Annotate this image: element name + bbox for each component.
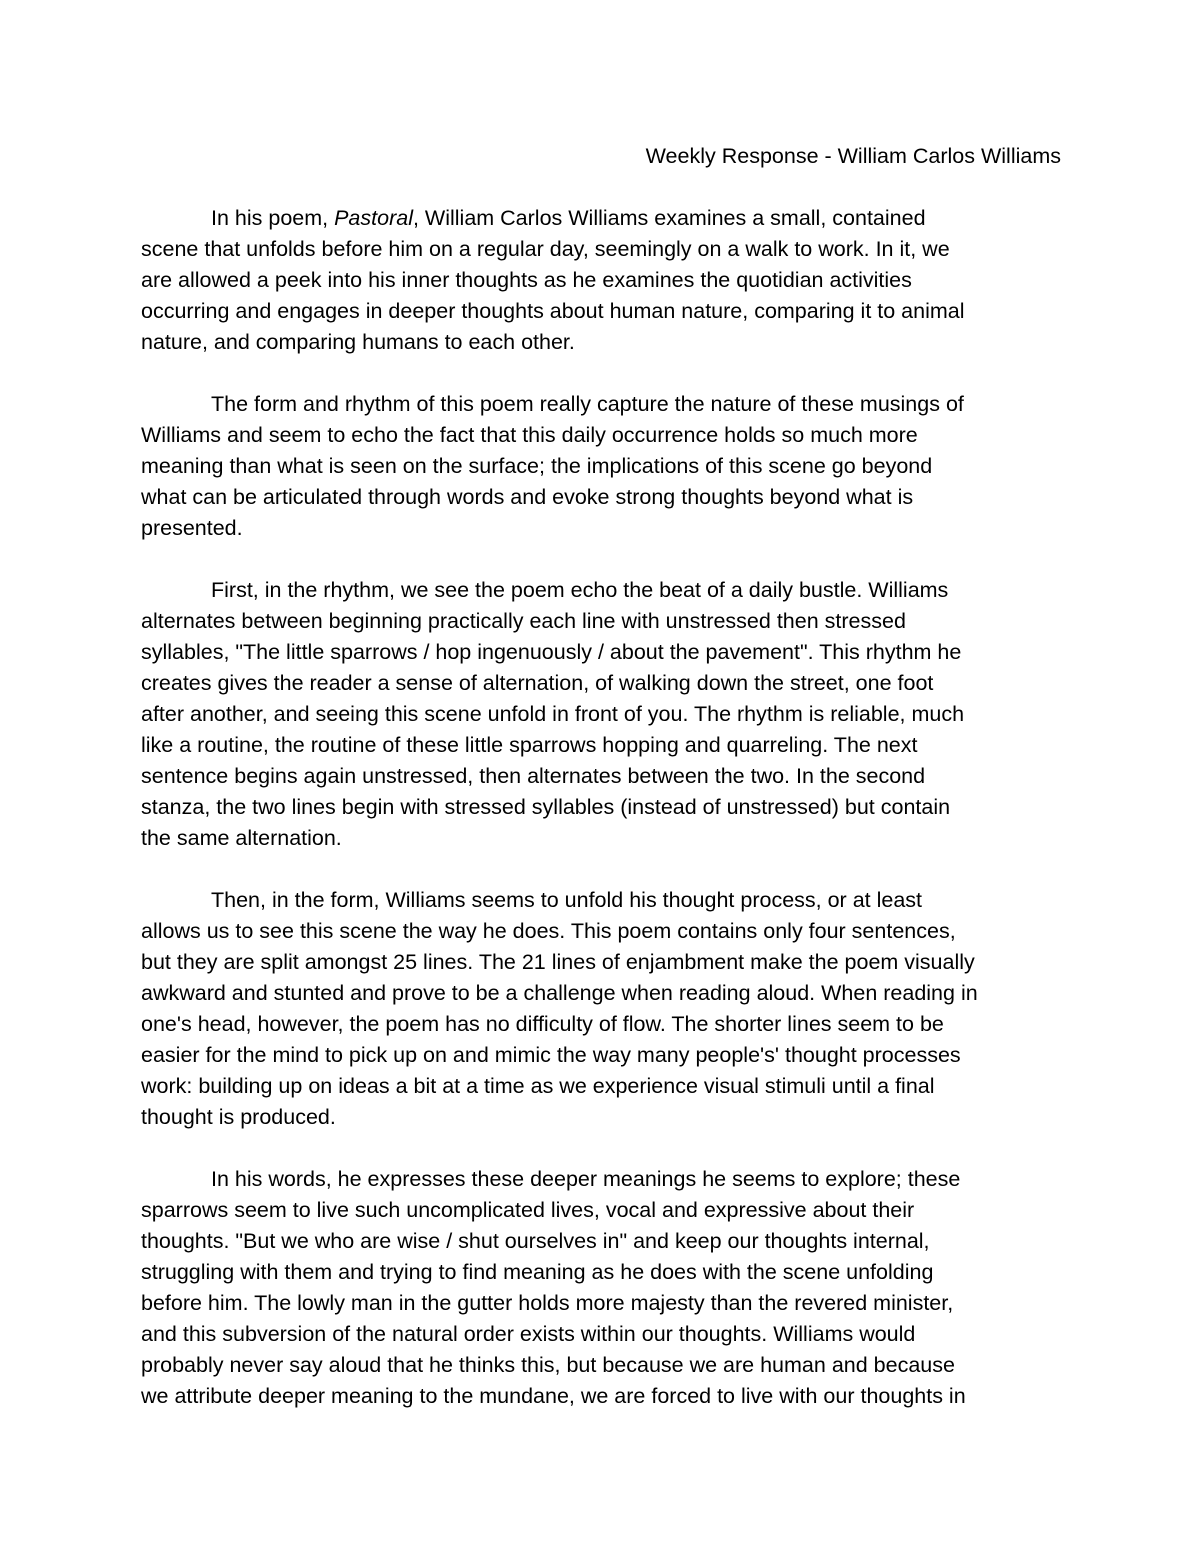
text-line: thought is produced. [141, 1105, 336, 1129]
text-line: First, in the rhythm, we see the poem echo the beat of a daily bustle. Williams [211, 578, 949, 602]
text-line: occurring and engages in deeper thoughts about human nature, comparing it to animal [141, 299, 965, 323]
text-line: scene that unfolds before him on a regular day, seemingly on a walk to work. In it, we [141, 237, 950, 261]
text-line: creates gives the reader a sense of alternation, of walking down the street, one foot [141, 671, 934, 695]
text-line: like a routine, the routine of these little sparrows hopping and quarreling. The next [141, 733, 918, 757]
text-line: awkward and stunted and prove to be a challenge when reading aloud. When reading in [141, 981, 978, 1005]
text-line: Williams and seem to echo the fact that this daily occurrence holds so much more [141, 423, 918, 447]
text-line: but they are split amongst 25 lines. The 21 lines of enjambment make the poem visually [141, 950, 975, 974]
text-line: The form and rhythm of this poem really capture the nature of these musings of [211, 392, 964, 416]
text-line: are allowed a peek into his inner thoughts as he examines the quotidian activities [141, 268, 912, 292]
text-line: probably never say aloud that he thinks this, but because we are human and because [141, 1353, 955, 1377]
text-line [141, 203, 1061, 234]
paragraph-4 [141, 885, 1061, 1133]
text-line: In his words, he expresses these deeper meanings he seems to explore; these [211, 1167, 961, 1191]
text-line: sparrows seem to live such uncomplicated lives, vocal and expressive about their [141, 1198, 915, 1222]
text-line: after another, and seeing this scene unfold in front of you. The rhythm is reliable, much [141, 702, 965, 726]
paragraphs-container [141, 203, 1061, 1412]
text-line: and this subversion of the natural order exists within our thoughts. Williams would [141, 1322, 916, 1346]
text-line: nature, and comparing humans to each other. [141, 330, 575, 354]
document-header: Weekly Response - William Carlos Williams [645, 144, 1061, 168]
text-line: Then, in the form, Williams seems to unfold his thought process, or at least [211, 888, 923, 912]
paragraph-1 [141, 203, 1061, 358]
text-line: one's head, however, the poem has no difficulty of flow. The shorter lines seem to be [141, 1012, 944, 1036]
paragraph-3 [141, 575, 1061, 854]
text-line: sentence begins again unstressed, then alternates between the two. In the second [141, 764, 926, 788]
text-line: thoughts. "But we who are wise / shut ourselves in" and keep our thoughts internal, [141, 1229, 930, 1253]
text-line: allows us to see this scene the way he does. This poem contains only four sentences, [141, 919, 956, 943]
text-line: syllables, "The little sparrows / hop ingenuously / about the pavement". This rhythm he [141, 640, 962, 664]
line-text-before-title: In his poem, [211, 206, 335, 230]
text-line: meaning than what is seen on the surface; the implications of this scene go beyond [141, 454, 933, 478]
text-line: what can be articulated through words and evoke strong thoughts beyond what is [141, 485, 914, 509]
text-line: presented. [141, 516, 243, 540]
document-body [141, 141, 1061, 1412]
poem-title: Pastoral [334, 206, 413, 230]
paragraph-5 [141, 1164, 1061, 1412]
text-line: stanza, the two lines begin with stressed syllables (instead of unstressed) but contain [141, 795, 951, 819]
text-line: before him. The lowly man in the gutter holds more majesty than the revered minister, [141, 1291, 954, 1315]
paragraph-2 [141, 389, 1061, 544]
text-line: work: building up on ideas a bit at a time as we experience visual stimuli until a final [141, 1074, 935, 1098]
text-line: struggling with them and trying to find meaning as he does with the scene unfolding [141, 1260, 934, 1284]
line-text-after-title: , William Carlos Williams examines a small, contained [412, 206, 926, 230]
text-line: the same alternation. [141, 826, 342, 850]
text-line: easier for the mind to pick up on and mimic the way many people's' thought processes [141, 1043, 961, 1067]
text-line: alternates between beginning practically each line with unstressed then stressed [141, 609, 906, 633]
text-line: we attribute deeper meaning to the mundane, we are forced to live with our thoughts in [141, 1384, 966, 1408]
